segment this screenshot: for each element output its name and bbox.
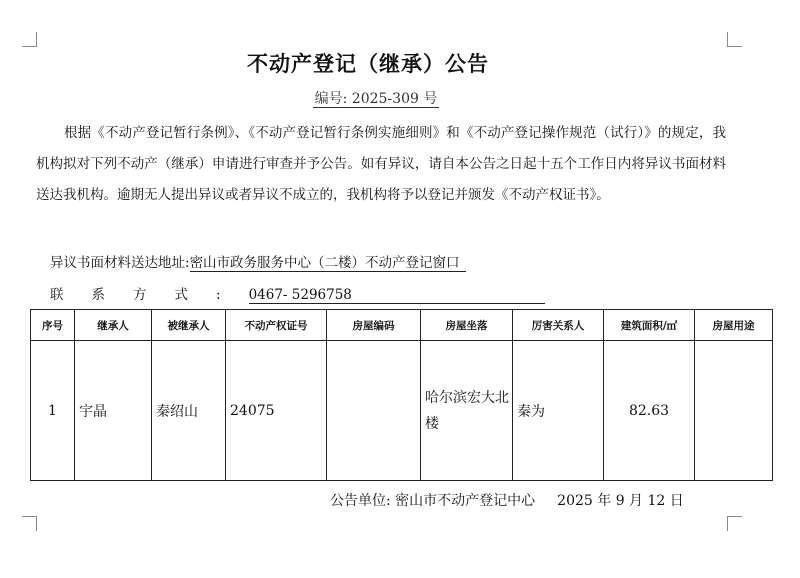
cell-house-code <box>327 341 421 481</box>
header-house-code: 房屋编码 <box>327 310 421 341</box>
issuer-text: 公告单位: 密山市不动产登记中心 <box>330 493 536 509</box>
header-location: 房屋坐落 <box>421 310 513 341</box>
page-corner-mark <box>22 516 37 531</box>
contact-phone-value: 0467- 5296758 <box>249 287 545 304</box>
page-corner-mark <box>727 32 742 47</box>
table-header-row <box>31 310 773 341</box>
cell-area: 82.63 <box>604 341 695 481</box>
contact-phone-line <box>50 283 545 304</box>
header-heir: 继承人 <box>75 310 152 341</box>
inheritance-table <box>30 309 773 481</box>
header-deceased: 被继承人 <box>152 310 226 341</box>
header-seq: 序号 <box>31 310 75 341</box>
header-cert-no: 不动产权证号 <box>226 310 327 341</box>
cell-cert-no: 24075 <box>226 341 327 481</box>
body-paragraph: 根据《不动产登记暂行条例》、《不动产登记暂行条例实施细则》和《不动产登记操作规范（试行）》的规定，我机构拟对下列不动产（继承）申请进行审查并予公告。如有异议，请自本公告之日起十五个工作日内将异议书面材料送达我机构。逾期无人提出异议或者异议不成立的，我机构将予以登记并颁发《不动产权证书》。 <box>36 125 726 203</box>
page-corner-mark <box>22 32 37 47</box>
objection-address-line <box>50 251 466 272</box>
cell-location: 哈尔滨宏大北楼 <box>421 341 513 481</box>
issue-date: 2025 年 9 月 12 日 <box>557 493 684 509</box>
page-corner-mark <box>727 516 742 531</box>
document-number: 编号: 2025-309 号 <box>314 91 438 107</box>
announcement-footer <box>330 490 684 510</box>
document-title: 不动产登记（继承）公告 <box>247 52 489 76</box>
contact-phone-label: 联系方式: <box>50 287 249 303</box>
table-row <box>31 341 773 481</box>
header-area: 建筑面积/㎡ <box>604 310 695 341</box>
cell-deceased: 秦绍山 <box>152 341 226 481</box>
objection-address-value: 密山市政务服务中心（二楼）不动产登记窗口 <box>190 251 466 272</box>
header-interested-party: 厉害关系人 <box>513 310 604 341</box>
cell-seq: 1 <box>31 341 75 481</box>
cell-interested-party: 秦为 <box>513 341 604 481</box>
header-use: 房屋用途 <box>695 310 773 341</box>
objection-address-label: 异议书面材料送达地址: <box>50 255 190 271</box>
cell-heir: 宇晶 <box>75 341 152 481</box>
cell-use <box>695 341 773 481</box>
announcement-body <box>36 118 726 211</box>
